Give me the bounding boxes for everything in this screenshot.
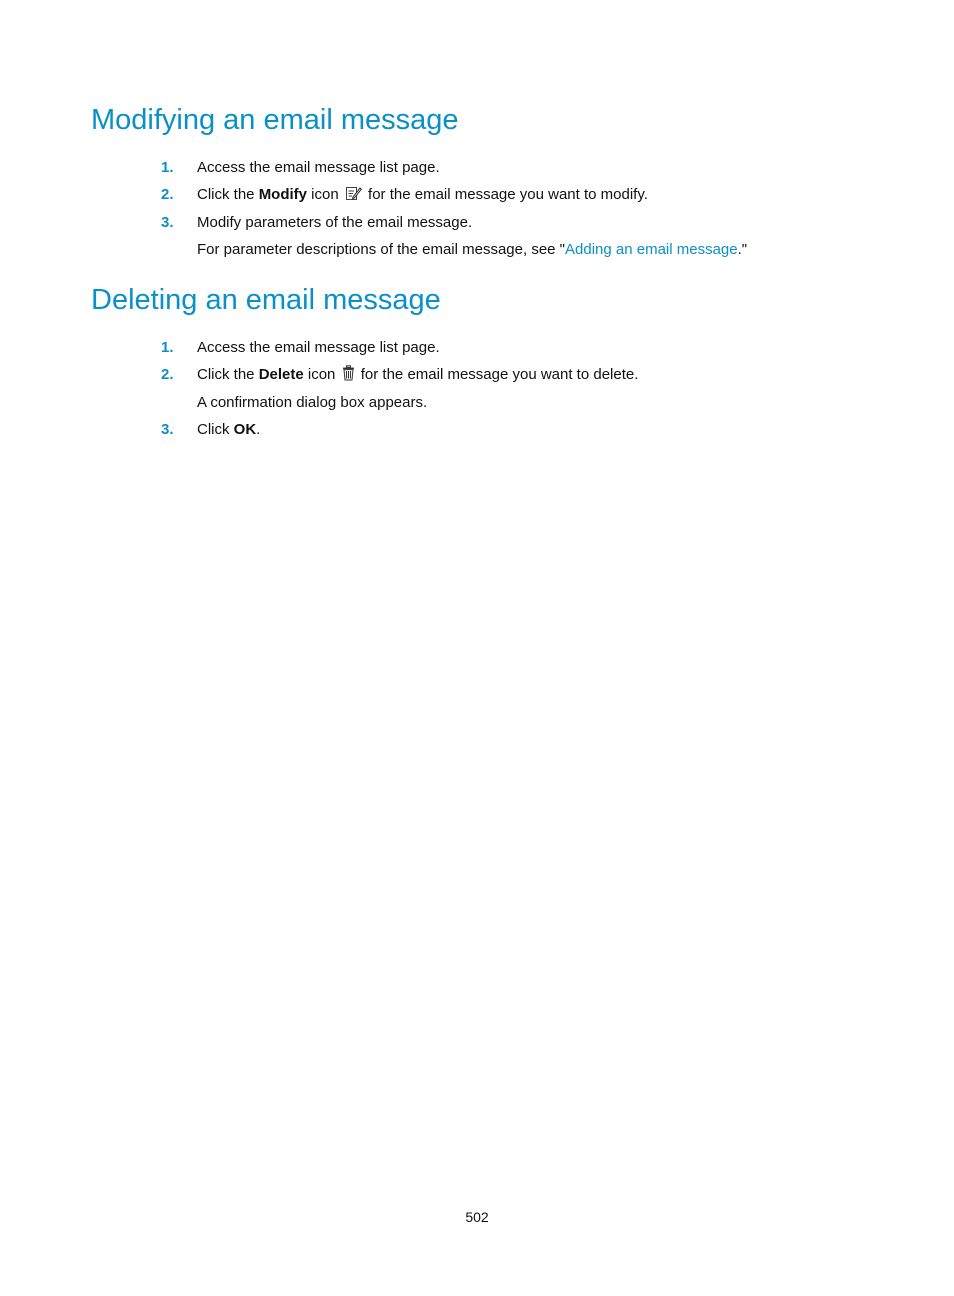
step-text: Access the email message list page.: [197, 159, 440, 176]
note-text: [197, 239, 747, 261]
step-text-post: for the email message you want to delete.: [356, 366, 639, 383]
step-text-mid: icon: [307, 186, 343, 203]
edit-icon: [345, 185, 362, 208]
step-text-mid: icon: [303, 366, 340, 383]
delete-label: Delete: [258, 366, 304, 383]
trash-icon: [342, 365, 355, 388]
section-heading-deleting: Deleting an email message: [91, 284, 441, 316]
step-number: 1.: [161, 339, 174, 356]
step-note: [0, 392, 954, 414]
step-text-post: .: [256, 421, 261, 438]
step-note: [0, 239, 954, 261]
step-text: [197, 364, 638, 388]
step-number: 3.: [161, 421, 174, 438]
note-text: A confirmation dialog box appears.: [197, 394, 428, 411]
note-text-pre: For parameter descriptions of the email message, see ": [197, 241, 565, 258]
step-number: 2.: [161, 366, 174, 383]
step-text-pre: Click the: [197, 366, 259, 383]
step-text: [197, 419, 260, 441]
modify-label: Modify: [258, 186, 308, 203]
step-item: [0, 157, 954, 179]
step-text: [197, 184, 648, 208]
step-text-pre: Click: [197, 421, 234, 438]
step-item: [0, 184, 954, 206]
ok-label: OK: [233, 421, 257, 438]
page-number: 502: [465, 1209, 489, 1225]
step-text: Access the email message list page.: [197, 339, 440, 356]
adding-email-message-link[interactable]: Adding an email message: [565, 241, 738, 258]
step-number: 3.: [161, 214, 174, 231]
step-item: [0, 212, 954, 234]
section-heading-modifying: Modifying an email message: [91, 104, 459, 136]
step-item: [0, 364, 954, 386]
step-text-post: for the email message you want to modify.: [363, 186, 648, 203]
step-number: 1.: [161, 159, 174, 176]
step-number: 2.: [161, 186, 174, 203]
step-item: [0, 337, 954, 359]
step-text-pre: Click the: [197, 186, 259, 203]
step-text: Modify parameters of the email message.: [197, 214, 473, 231]
note-text-post: .": [737, 241, 748, 258]
step-item: [0, 419, 954, 441]
